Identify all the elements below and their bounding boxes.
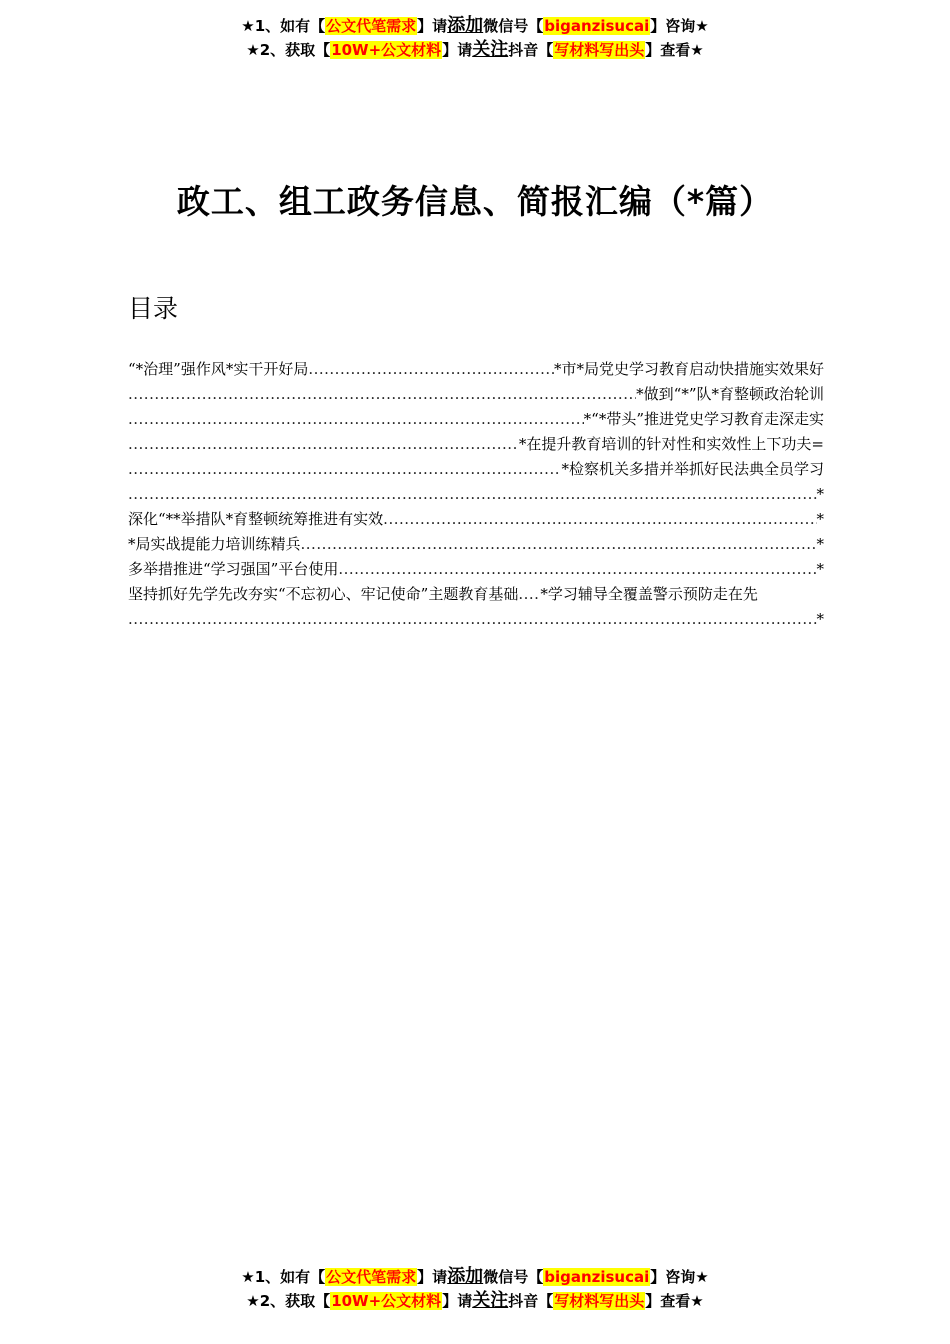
toc-entry-left: 坚持抓好先学先改夯实“不忘初心、牢记使命”主题教育基础	[128, 585, 519, 603]
banner-emphasis: 关注	[472, 1290, 509, 1311]
toc-leader	[308, 357, 554, 382]
toc-entry[interactable]	[128, 382, 824, 407]
banner-emphasis: 关注	[472, 39, 509, 60]
toc-entry[interactable]	[128, 357, 824, 382]
banner-highlight: biganzisucai	[544, 17, 650, 35]
footer-banner	[0, 1265, 950, 1313]
toc-leader	[128, 457, 561, 482]
banner-line-1	[0, 1265, 950, 1289]
banner-text: 】请	[417, 17, 448, 35]
banner-highlight: biganzisucai	[544, 1268, 650, 1286]
banner-highlight: 写材料写出头	[554, 41, 645, 59]
banner-text: 】咨询★	[650, 17, 709, 35]
banner-text: ★2、获取【	[246, 41, 331, 59]
toc-entry-right: *做到“*”队*育整顿政治轮训	[636, 385, 824, 403]
toc-entry-right: *	[816, 485, 824, 503]
banner-text: 微信号【	[483, 17, 544, 35]
banner-text: 】查看★	[645, 41, 704, 59]
toc-entry-right: *	[816, 560, 824, 578]
toc-entry-right: *检察机关多措并举抓好民法典全员学习	[561, 460, 824, 478]
banner-highlight: 写材料写出头	[554, 1292, 645, 1310]
toc-entry-right: *学习辅导全覆盖警示预防走在先	[540, 585, 758, 603]
toc-leader	[128, 382, 636, 407]
banner-text: 抖音【	[508, 1292, 554, 1310]
toc-entry-right: *	[816, 610, 824, 628]
toc-entry-right: *“*带头”推进党史学习教育走深走实	[583, 410, 824, 428]
banner-highlight: 10W+公文材料	[331, 41, 442, 59]
document-title: 政工、组工政务信息、简报汇编（*篇）	[176, 182, 774, 221]
toc-leader	[128, 432, 519, 457]
toc-entry[interactable]	[128, 482, 824, 507]
toc-entry[interactable]	[128, 432, 824, 457]
toc-entry[interactable]	[128, 607, 824, 632]
banner-highlight: 10W+公文材料	[331, 1292, 442, 1310]
banner-text: 】咨询★	[650, 1268, 709, 1286]
table-of-contents	[128, 357, 824, 632]
toc-entry-right: *	[816, 510, 824, 528]
toc-entry-right: *	[816, 535, 824, 553]
banner-highlight: 公文代笔需求	[326, 1268, 417, 1286]
toc-entry[interactable]	[128, 407, 824, 432]
toc-leader	[518, 582, 540, 607]
banner-text: 】请	[442, 41, 473, 59]
toc-entry[interactable]	[128, 582, 824, 607]
banner-highlight: 公文代笔需求	[326, 17, 417, 35]
banner-text: ★2、获取【	[246, 1292, 331, 1310]
banner-text: 】请	[417, 1268, 448, 1286]
toc-entry-left: *局实战提能力培训练精兵	[128, 535, 301, 553]
banner-line-1	[0, 14, 950, 38]
toc-entry[interactable]	[128, 532, 824, 557]
toc-entry-right: *在提升教育培训的针对性和实效性上下功夫=	[518, 435, 824, 453]
toc-leader	[338, 557, 816, 582]
banner-text: ★1、如有【	[241, 1268, 326, 1286]
banner-emphasis: 添加	[447, 15, 484, 36]
toc-entry[interactable]	[128, 557, 824, 582]
header-banner	[0, 14, 950, 62]
toc-entry[interactable]	[128, 457, 824, 482]
toc-leader	[301, 532, 817, 557]
toc-entry[interactable]	[128, 507, 824, 532]
banner-text: 】查看★	[645, 1292, 704, 1310]
toc-heading: 目录	[128, 294, 179, 323]
banner-line-2	[0, 1289, 950, 1313]
toc-entry-right: *市*局党史学习教育启动快措施实效果好	[553, 360, 824, 378]
banner-line-2	[0, 38, 950, 62]
banner-text: 】请	[442, 1292, 473, 1310]
toc-leader	[383, 507, 816, 532]
toc-leader	[128, 407, 584, 432]
banner-emphasis: 添加	[447, 1266, 484, 1287]
banner-text: 抖音【	[508, 41, 554, 59]
banner-text: 微信号【	[483, 1268, 544, 1286]
banner-text: ★1、如有【	[241, 17, 326, 35]
toc-entry-left: “*治理”强作风*实干开好局	[128, 360, 309, 378]
toc-leader	[128, 482, 817, 507]
toc-entry-left: 多举措推进“学习强国”平台使用	[128, 560, 339, 578]
toc-entry-left: 深化“**举措队*育整顿统筹推进有实效	[128, 510, 384, 528]
toc-leader	[128, 607, 817, 632]
